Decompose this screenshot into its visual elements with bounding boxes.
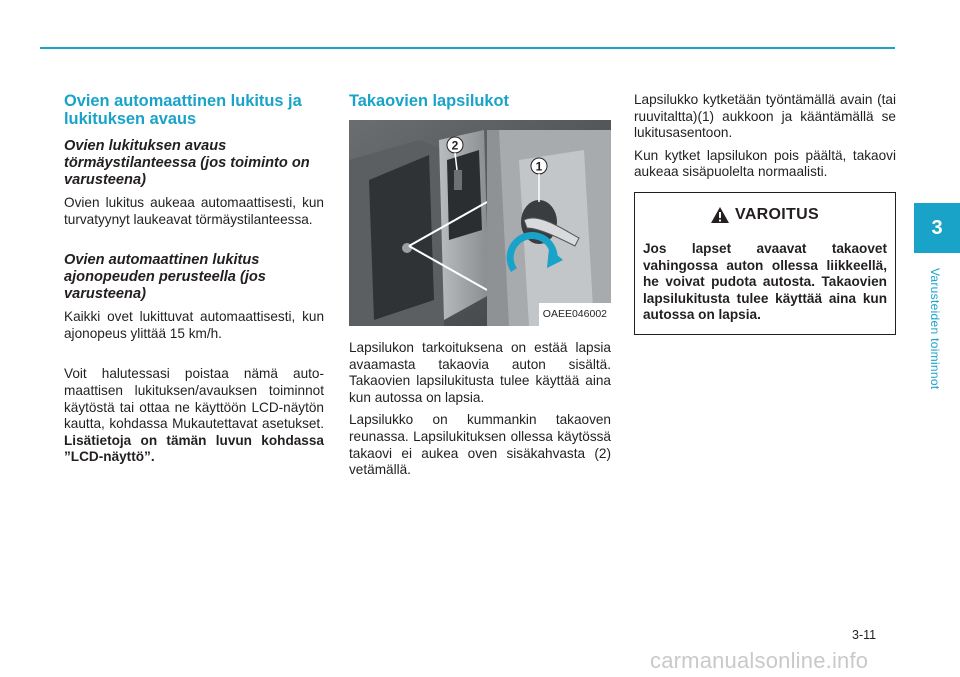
watermark: carmanualsonline.info <box>650 648 869 673</box>
figure-code: OAEE046002 <box>539 303 611 326</box>
paragraph: Kun kytket lapsilukon pois päältä, takaovi aukeaa sisäpuolelta normaalisti. <box>634 147 896 180</box>
subheading-crash-unlock: Ovien lukituksen avaus törmäystilanteessa (jos toiminto on varusteena) <box>64 138 310 188</box>
paragraph: Lapsilukko on kummankin takaoven reunassa. Lapsilukituksen ollessa käytössä takaovi ei aukea oven sisäkahvasta (2) vetämällä. <box>349 412 611 478</box>
warning-title: VAROITUS <box>735 205 819 223</box>
paragraph: Lapsilukon tarkoituksena on estää lapsia avaamasta takaovia auton sisältä. Takaovien lapsilukitusta tulee käyttää aina kun autossa on lapsia. <box>349 340 611 405</box>
chapter-title-vertical <box>928 268 944 408</box>
paragraph-text: Voit halutessasi poistaa nämä automaattisen lukituksen/avauksen toiminnot käytöstä tai ottaa ne käyttöön LCD-näytön kautta, kohdassa Mukautettavat asetukset. <box>64 366 324 432</box>
figure-child-lock <box>349 120 611 326</box>
subheading-speed-lock: Ovien automaattinen lukitus ajonopeuden perusteella (jos varusteena) <box>64 252 266 303</box>
column-1 <box>64 92 324 472</box>
page-number: 3-11 <box>852 628 877 642</box>
column-2 <box>349 92 611 485</box>
chapter-title: Varusteiden toiminnot <box>928 268 942 390</box>
paragraph <box>64 366 324 466</box>
column-3 <box>634 92 896 335</box>
paragraph: Kaikki ovet lukittuvat automaattisesti, kun ajonopeus ylittää 15 km/h. <box>64 309 324 341</box>
warning-text: Jos lapset avaavat takaovet vahingossa auton ollessa liikkeellä, he voivat pudota autosta. Takaovien lapsilukitusta tulee käyttää aina kun autossa on lapsia. <box>643 240 887 323</box>
section-heading: Takaovien lapsilukot <box>349 92 510 110</box>
chapter-tab: 3 <box>914 203 960 253</box>
child-lock-illustration <box>349 120 611 326</box>
header-rule <box>40 47 895 49</box>
callout-2: 2 <box>451 138 459 153</box>
paragraph: Lapsilukko kytketään työntämällä avain (tai ruuvitaltta)(1) aukkoon ja kääntämällä se lukitusasentoon. <box>634 92 896 141</box>
warning-triangle-icon <box>711 207 729 223</box>
cross-reference: Lisätietoja on tämän luvun kohdassa ”LCD-näyttö”. <box>64 432 324 465</box>
section-heading: Ovien automaattinen lukitus ja lukituksen avaus <box>64 92 302 128</box>
callout-1: 1 <box>535 159 543 174</box>
warning-header <box>635 193 895 237</box>
warning-box <box>634 192 896 335</box>
paragraph: Ovien lukitus aukeaa automaattisesti, kun turvatyynyt laukeavat törmäystilanteessa. <box>64 195 324 227</box>
